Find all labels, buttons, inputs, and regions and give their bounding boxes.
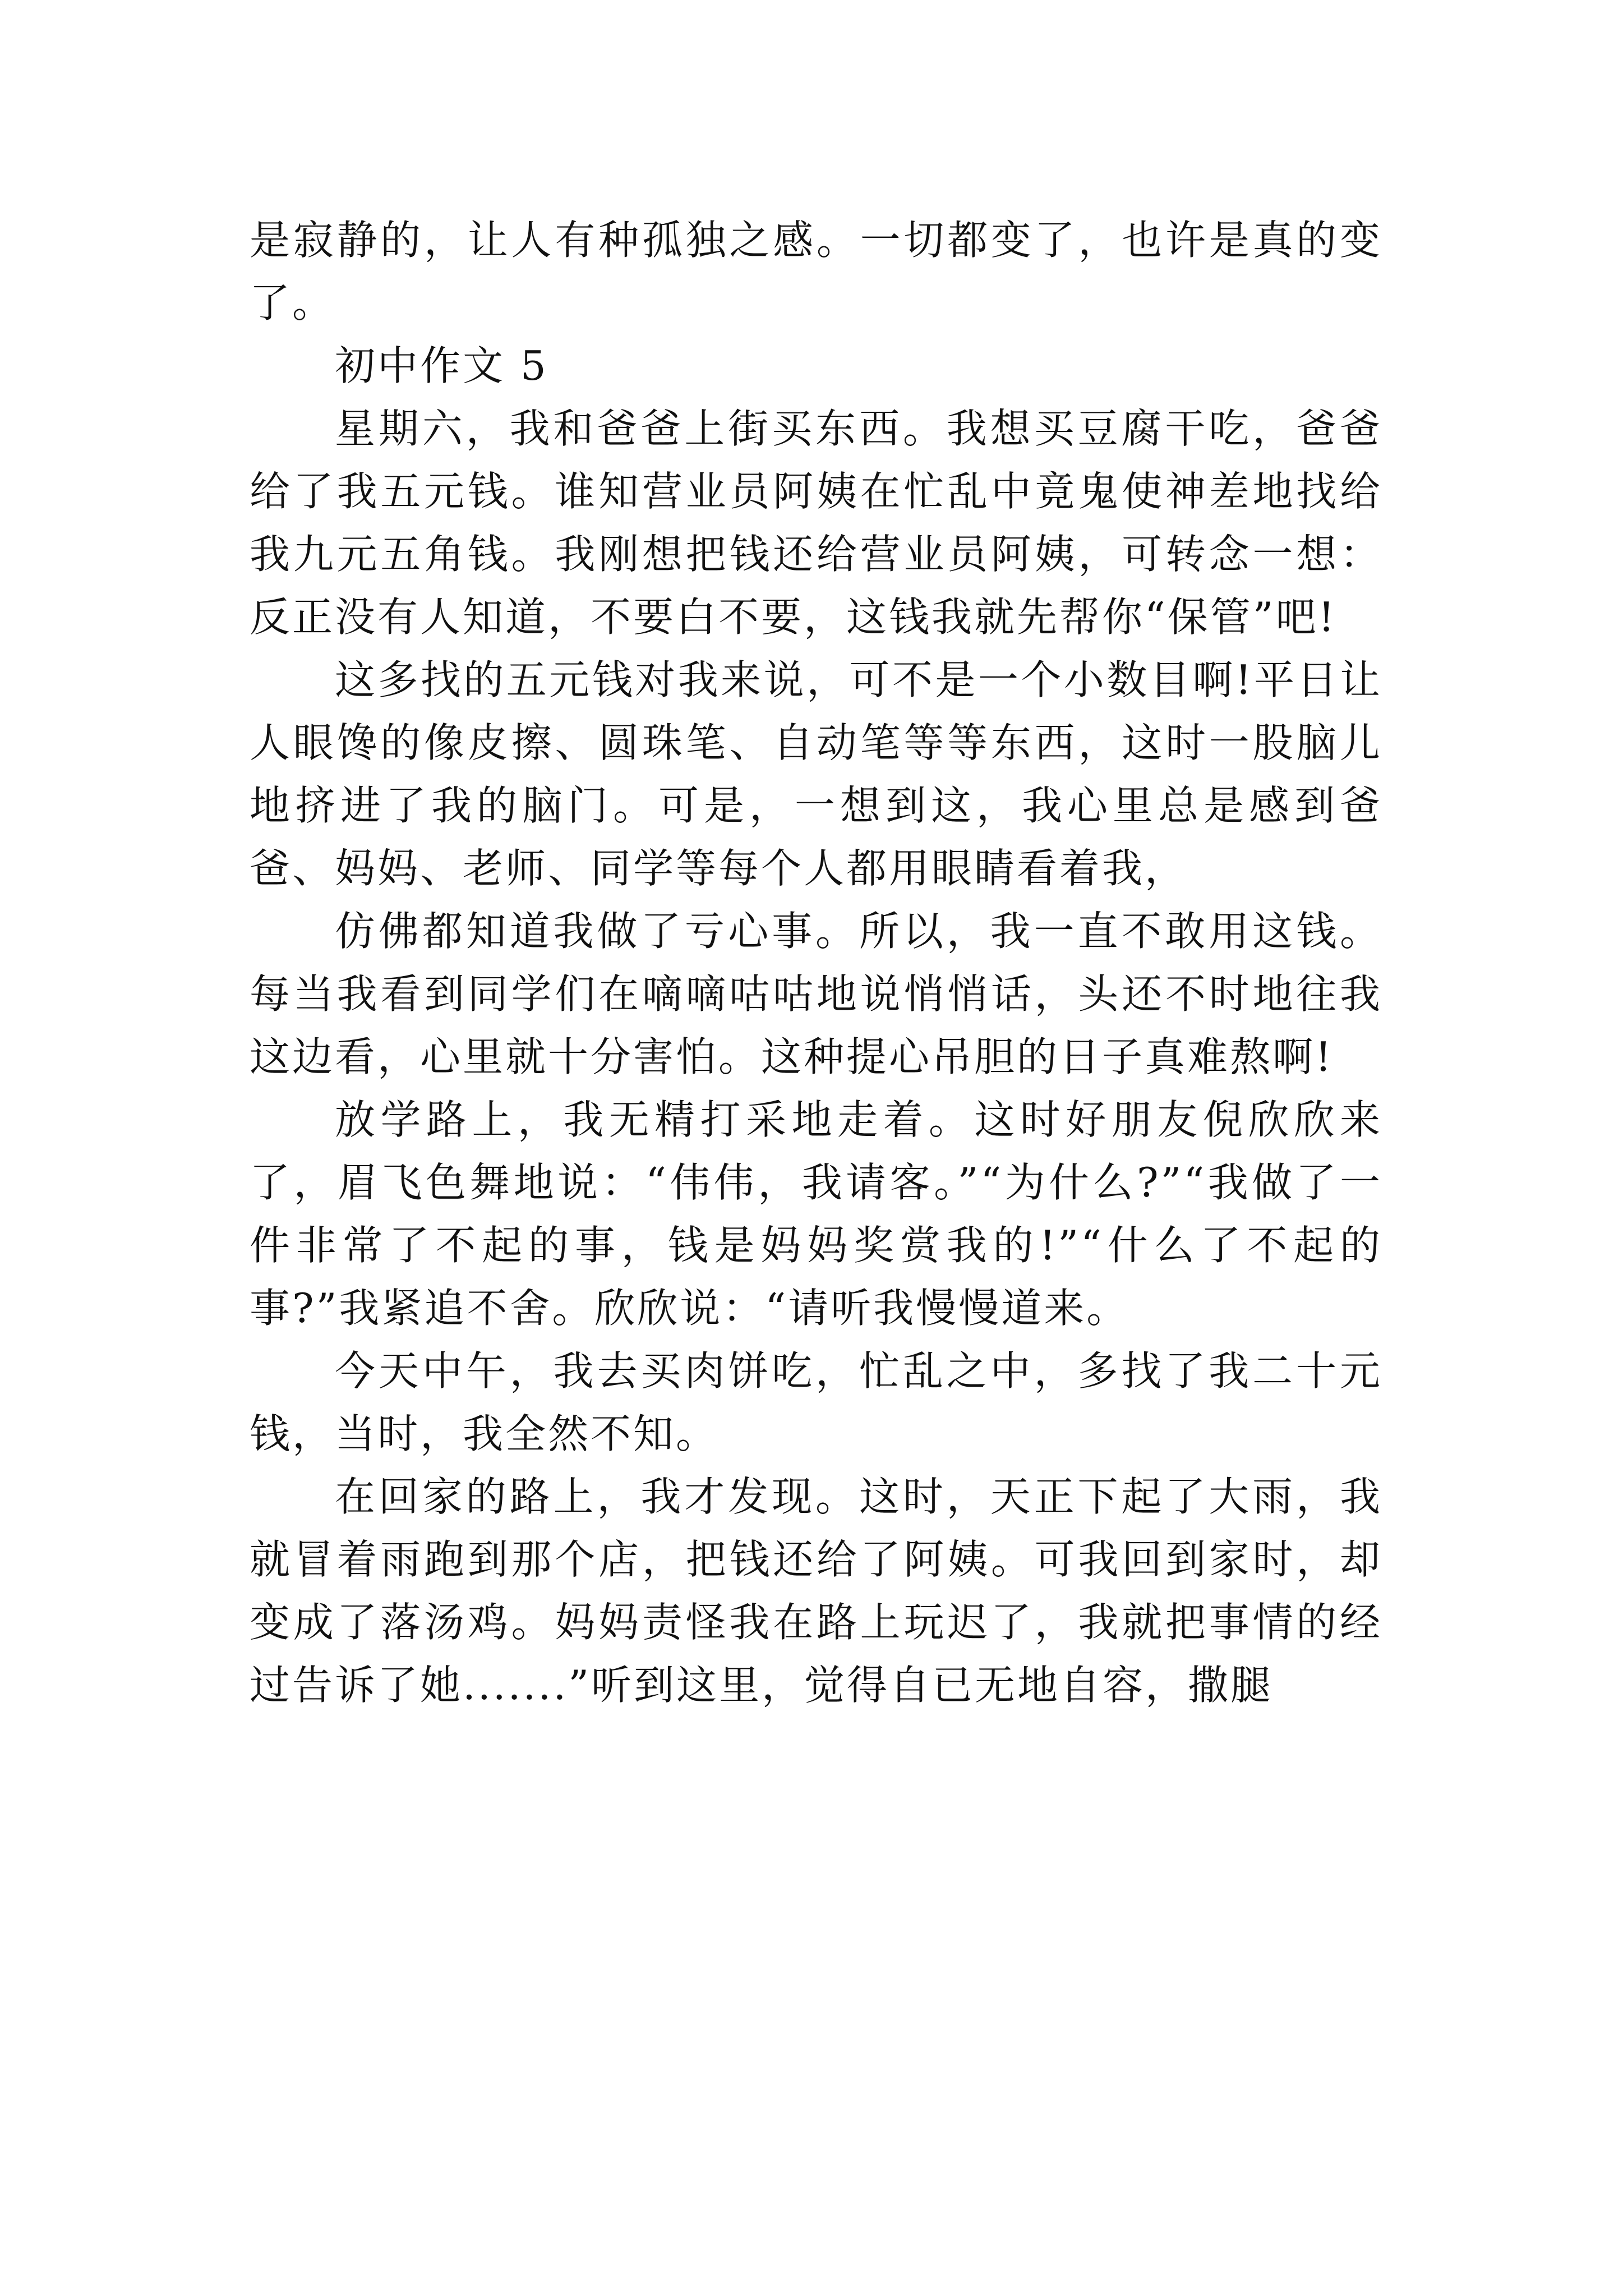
- paragraph: 今天中午，我去买肉饼吃，忙乱之中，多找了我二十元钱，当时，我全然不知。: [250, 1347, 1382, 1457]
- paragraph: 放学路上，我无精打采地走着。这时好朋友倪欣欣来了，眉飞色舞地说：“伟伟，我请客。”“为什么?”“我做了一件非常了不起的事，钱是妈妈奖赏我的!”“什么了不起的事?”我紧追不舍。欣欣说：“请听我慢慢道来。: [250, 1096, 1382, 1332]
- paragraph: 仿佛都知道我做了亏心事。所以，我一直不敢用这钱。每当我看到同学们在嘀嘀咕咕地说悄悄话，头还不时地往我这边看，心里就十分害怕。这种提心吊胆的日子真难熬啊!: [250, 908, 1382, 1080]
- paragraph: 这多找的五元钱对我来说，可不是一个小数目啊!平日让人眼馋的像皮擦、圆珠笔、自动笔等等东西，这时一股脑儿地挤进了我的脑门。可是，一想到这，我心里总是感到爸爸、妈妈、老师、同学等每个人都用眼睛看着我，: [250, 656, 1382, 892]
- paragraph: 在回家的路上，我才发现。这时，天正下起了大雨，我就冒着雨跑到那个店，把钱还给了阿姨。可我回到家时，却变成了落汤鸡。妈妈责怪我在路上玩迟了，我就把事情的经过告诉了她.......”听到这里，觉得自已无地自容，撒腿: [250, 1473, 1382, 1709]
- paragraph-continued: 是寂静的，让人有种孤独之感。一切都变了，也许是真的变了。: [250, 217, 1382, 326]
- section-title: 初中作文 5: [335, 342, 548, 389]
- document-body: [250, 209, 1382, 1717]
- paragraph: 星期六，我和爸爸上街买东西。我想买豆腐干吃，爸爸给了我五元钱。谁知营业员阿姨在忙乱中竟鬼使神差地找给我九元五角钱。我刚想把钱还给营业员阿姨，可转念一想：反正没有人知道，不要白不要，这钱我就先帮你“保管”吧!: [250, 405, 1382, 641]
